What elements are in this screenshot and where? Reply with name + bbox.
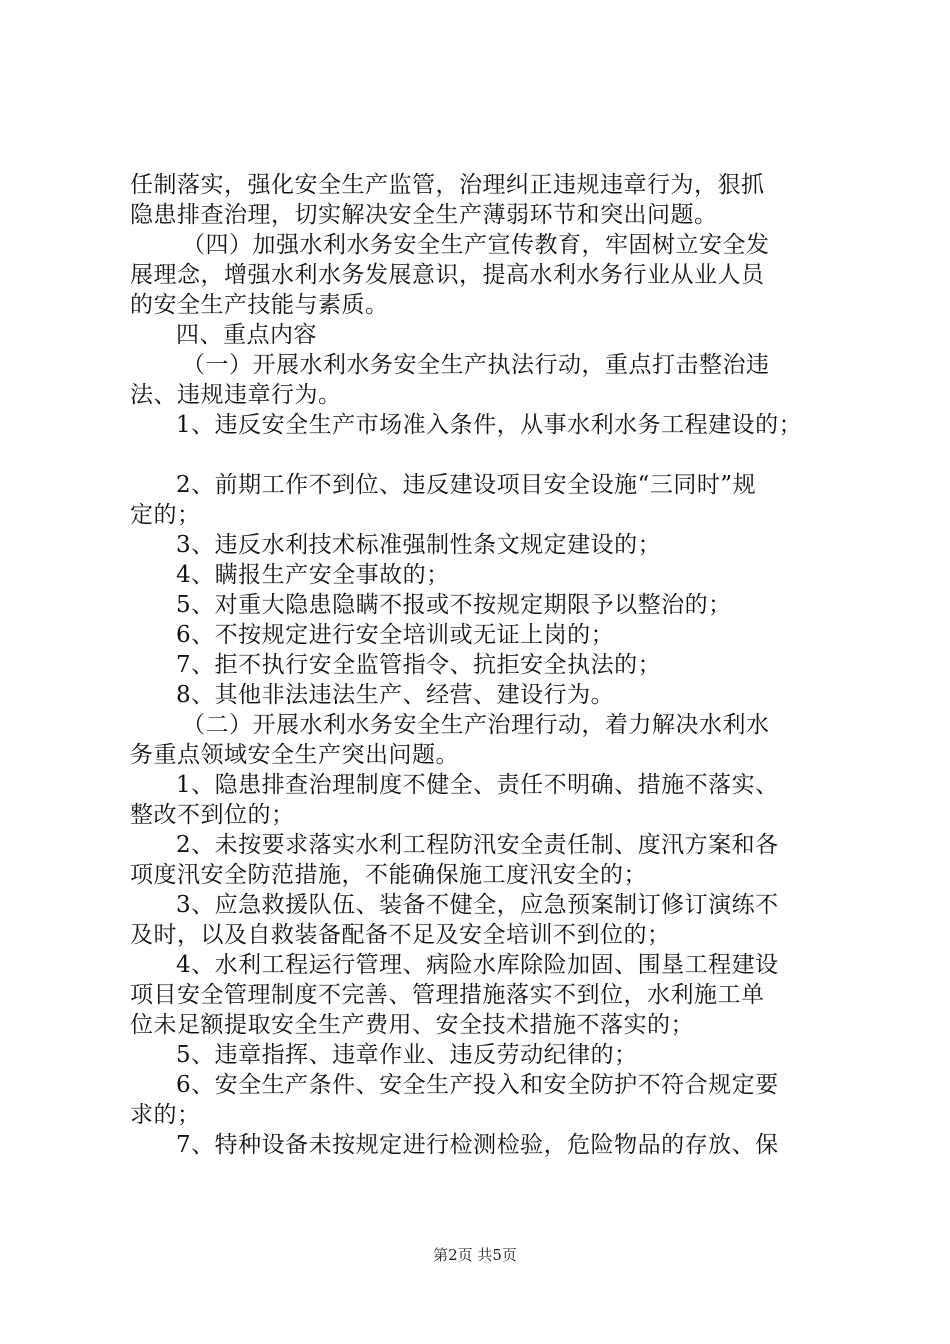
list-item: 6、不按规定进行安全培训或无证上岗的；	[176, 622, 615, 648]
list-item: 1、隐患排查治理制度不健全、责任不明确、措施不落实、	[176, 772, 779, 798]
section-heading: 四、重点内容	[176, 322, 317, 348]
list-item: 4、水利工程运行管理、病险水库除险加固、围垦工程建设	[176, 952, 779, 978]
list-item: 5、违章指挥、违章作业、违反劳动纪律的；	[176, 1042, 638, 1068]
text-line: 法、违规违章行为。	[130, 382, 342, 408]
text-line: 隐患排查治理，切实解决安全生产薄弱环节和突出问题。	[130, 202, 718, 228]
text-line: 任制落实，强化安全生产监管，治理纠正违规违章行为，狠抓	[130, 172, 765, 198]
document-body	[130, 170, 840, 1160]
section-heading: （二）开展水利水务安全生产治理行动，着力解决水利水	[182, 712, 770, 738]
list-item: 2、前期工作不到位、违反建设项目安全设施“三同时”规	[176, 472, 757, 498]
list-item: 3、应急救援队伍、装备不健全，应急预案制订修订演练不	[176, 892, 779, 918]
text-line: 展理念，增强水利水务发展意识，提高水利水务行业从业人员	[130, 262, 765, 288]
list-item: 8、其他非法违法生产、经营、建设行为。	[176, 682, 615, 708]
text-line: 及时，以及自救装备配备不足及安全培训不到位的；	[130, 922, 671, 948]
page-number-footer: 第2页 共5页	[433, 1246, 517, 1264]
text-line: 定的；	[130, 502, 201, 528]
list-item: 5、对重大隐患隐瞒不报或不按规定期限予以整治的；	[176, 592, 732, 618]
text-line: 务重点领域安全生产突出问题。	[130, 742, 459, 768]
list-item: 3、违反水利技术标准强制性条文规定建设的；	[176, 532, 662, 558]
text-line: 求的；	[130, 1102, 201, 1128]
text-line: 项目安全管理制度不完善、管理措施落实不到位，水利施工单	[130, 982, 765, 1008]
list-item: 4、瞒报生产安全事故的；	[176, 562, 450, 588]
list-item: 1、违反安全生产市场准入条件，从事水利水务工程建设的；	[176, 412, 803, 438]
text-line: 位未足额提取安全生产费用、安全技术措施不落实的；	[130, 1012, 694, 1038]
list-item: 2、未按要求落实水利工程防汛安全责任制、度汛方案和各	[176, 832, 779, 858]
list-item: 7、拒不执行安全监管指令、抗拒安全执法的；	[176, 652, 662, 678]
section-heading: （一）开展水利水务安全生产执法行动，重点打击整治违	[182, 352, 770, 378]
text-line: 整改不到位的；	[130, 802, 295, 828]
text-line: 项度汛安全防范措施，不能确保施工度汛安全的；	[130, 862, 647, 888]
list-item: 6、安全生产条件、安全生产投入和安全防护不符合规定要	[176, 1072, 779, 1098]
text-line: 的安全生产技能与素质。	[130, 292, 389, 318]
section-heading: （四）加强水利水务安全生产宣传教育，牢固树立安全发	[182, 232, 770, 258]
list-item: 7、特种设备未按规定进行检测检验，危险物品的存放、保	[176, 1132, 779, 1158]
blank-line	[130, 440, 840, 470]
